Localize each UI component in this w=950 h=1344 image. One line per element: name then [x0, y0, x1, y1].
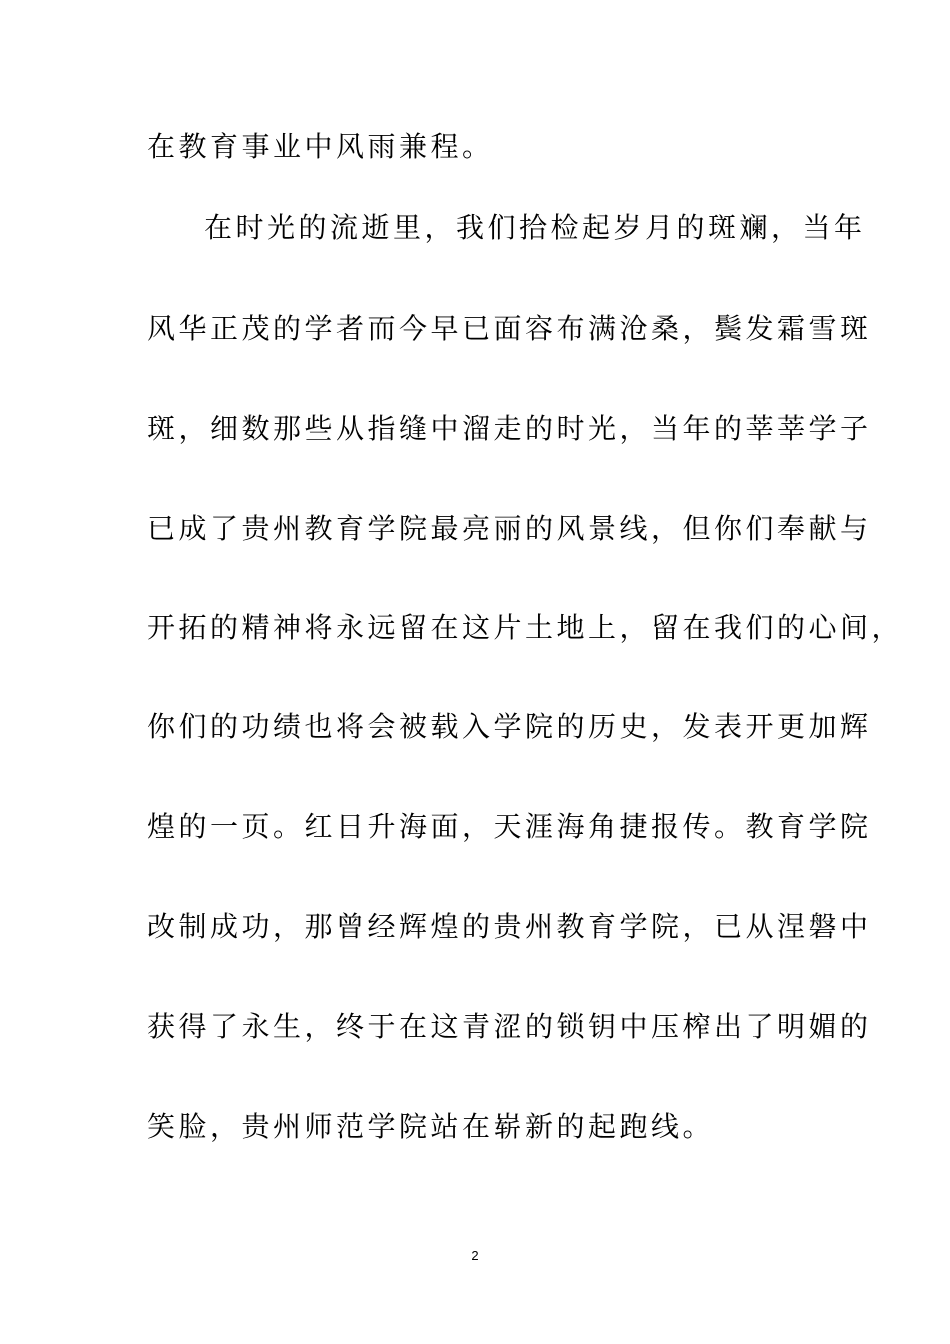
text-line: 在教育事业中风雨兼程。: [147, 130, 494, 163]
text-line: 开拓的精神将永远留在这片土地上，留在我们的心间，: [147, 611, 904, 644]
text-line: 笑脸，贵州师范学院站在崭新的起跑线。: [147, 1110, 715, 1143]
text-line: 你们的功绩也将会被载入学院的历史，发表开更加辉: [147, 710, 872, 743]
text-line: 风华正茂的学者而今早已面容布满沧桑，鬓发霜雪斑: [147, 312, 872, 345]
text-line: 改制成功，那曾经辉煌的贵州教育学院，已从涅磐中: [147, 910, 872, 943]
text-line: 煌的一页。红日升海面，天涯海角捷报传。教育学院: [147, 810, 872, 843]
text-line: 斑，细数那些从指缝中溜走的时光，当年的莘莘学子: [147, 412, 872, 445]
text-line: 在时光的流逝里，我们拾检起岁月的斑斓，当年: [204, 211, 866, 244]
text-line: 获得了永生，终于在这青涩的锁钥中压榨出了明媚的: [147, 1010, 872, 1043]
page-number: 2: [471, 1248, 479, 1263]
text-line: 已成了贵州教育学院最亮丽的风景线，但你们奉献与: [147, 512, 872, 545]
